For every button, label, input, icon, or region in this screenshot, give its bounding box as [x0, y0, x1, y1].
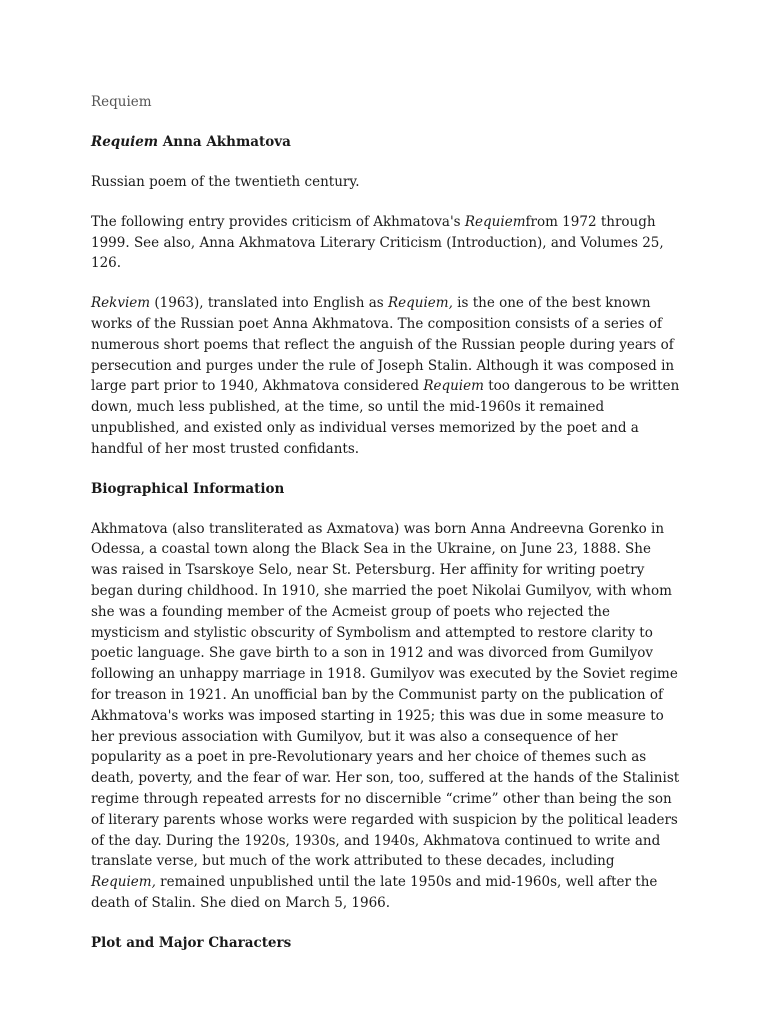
- intro-text-1: The following entry provides criticism of Akhmatova's: [91, 213, 465, 230]
- overview-text-3: too dangerous to be written down, much less published, at the time, so until the mid-1960s it remained unpublished, and existed only as individual verses memorized by the poet and a handful of her most trusted confidants.: [91, 378, 680, 457]
- document-title: [91, 132, 681, 153]
- overview-italic-3: Requiem: [423, 378, 484, 395]
- overview-italic-1: Rekviem: [91, 295, 151, 312]
- document-page: [91, 92, 681, 973]
- overview-text-1: (1963), translated into English as: [150, 295, 388, 312]
- page-header: Requiem: [91, 94, 152, 110]
- intro-paragraph: [91, 212, 681, 274]
- bio-paragraph: [91, 519, 681, 914]
- title-author: Anna Akhmatova: [158, 134, 291, 150]
- plot-heading: Plot and Major Characters: [91, 934, 292, 951]
- bio-text-2: remained unpublished until the late 1950s and mid-1960s, well after the death of Stalin. She died on March 5, 1966.: [91, 874, 658, 911]
- overview-italic-2: Requiem,: [387, 295, 453, 312]
- title-italic: Requiem: [91, 134, 159, 150]
- overview-paragraph: [91, 293, 681, 459]
- bio-text-1: Akhmatova (also transliterated as Axmatova) was born Anna Andreevna Gorenko in Odessa, a coastal town along the Black Sea in the Ukraine, on June 23, 1888. She was raised in Tsarskoye Selo, near St. Petersburg. Her affinity for writing poetry began during childhood. In 1910, she married the poet Nikolai Gumilyov, with whom she was a founding member of the Acmeist group of poets who rejected the mysticism and stylistic obscurity of Symbolism and attempted to restore clarity to poetic language. She gave birth to a son in 1912 and was divorced from Gumilyov following an unhappy marriage in 1918. Gumilyov was executed by the Soviet regime for treason in 1921. An unofficial ban by the Communist party on the publication of Akhmatova's works was imposed starting in 1925; this was due in some measure to her previous association with Gumilyov, but it was also a consequence of her popularity as a poet in pre-Revolutionary years and her choice of themes such as death, poverty, and the fear of war. Her son, too, suffered at the hands of the Stalinist regime through repeated arrests for no discernible “crime” other than being the son of literary parents whose works were regarded with suspicion by the political leaders of the day. During the 1920s, 1930s, and 1940s, Akhmatova continued to write and translate verse, but much of the work attributed to these decades, including: [91, 520, 680, 870]
- intro-text-2: from 1972 through 1999. See also, Anna Akhmatova Literary Criticism (Introduction), and Volumes 25, 126.: [91, 213, 664, 272]
- subtitle: Russian poem of the twentieth century.: [91, 174, 360, 190]
- intro-italic-1: Requiem: [464, 213, 526, 230]
- bio-italic-1: Requiem,: [91, 874, 156, 891]
- bio-heading: Biographical Information: [91, 480, 285, 497]
- overview-text-2: is the one of the best known works of the Russian poet Anna Akhmatova. The composition consists of a series of numerous short poems that reflect the anguish of the Russian people during years of persecution and purges under the rule of Joseph Stalin. Although it was composed in large part prior to 1940, Akhmatova considered: [91, 295, 675, 395]
